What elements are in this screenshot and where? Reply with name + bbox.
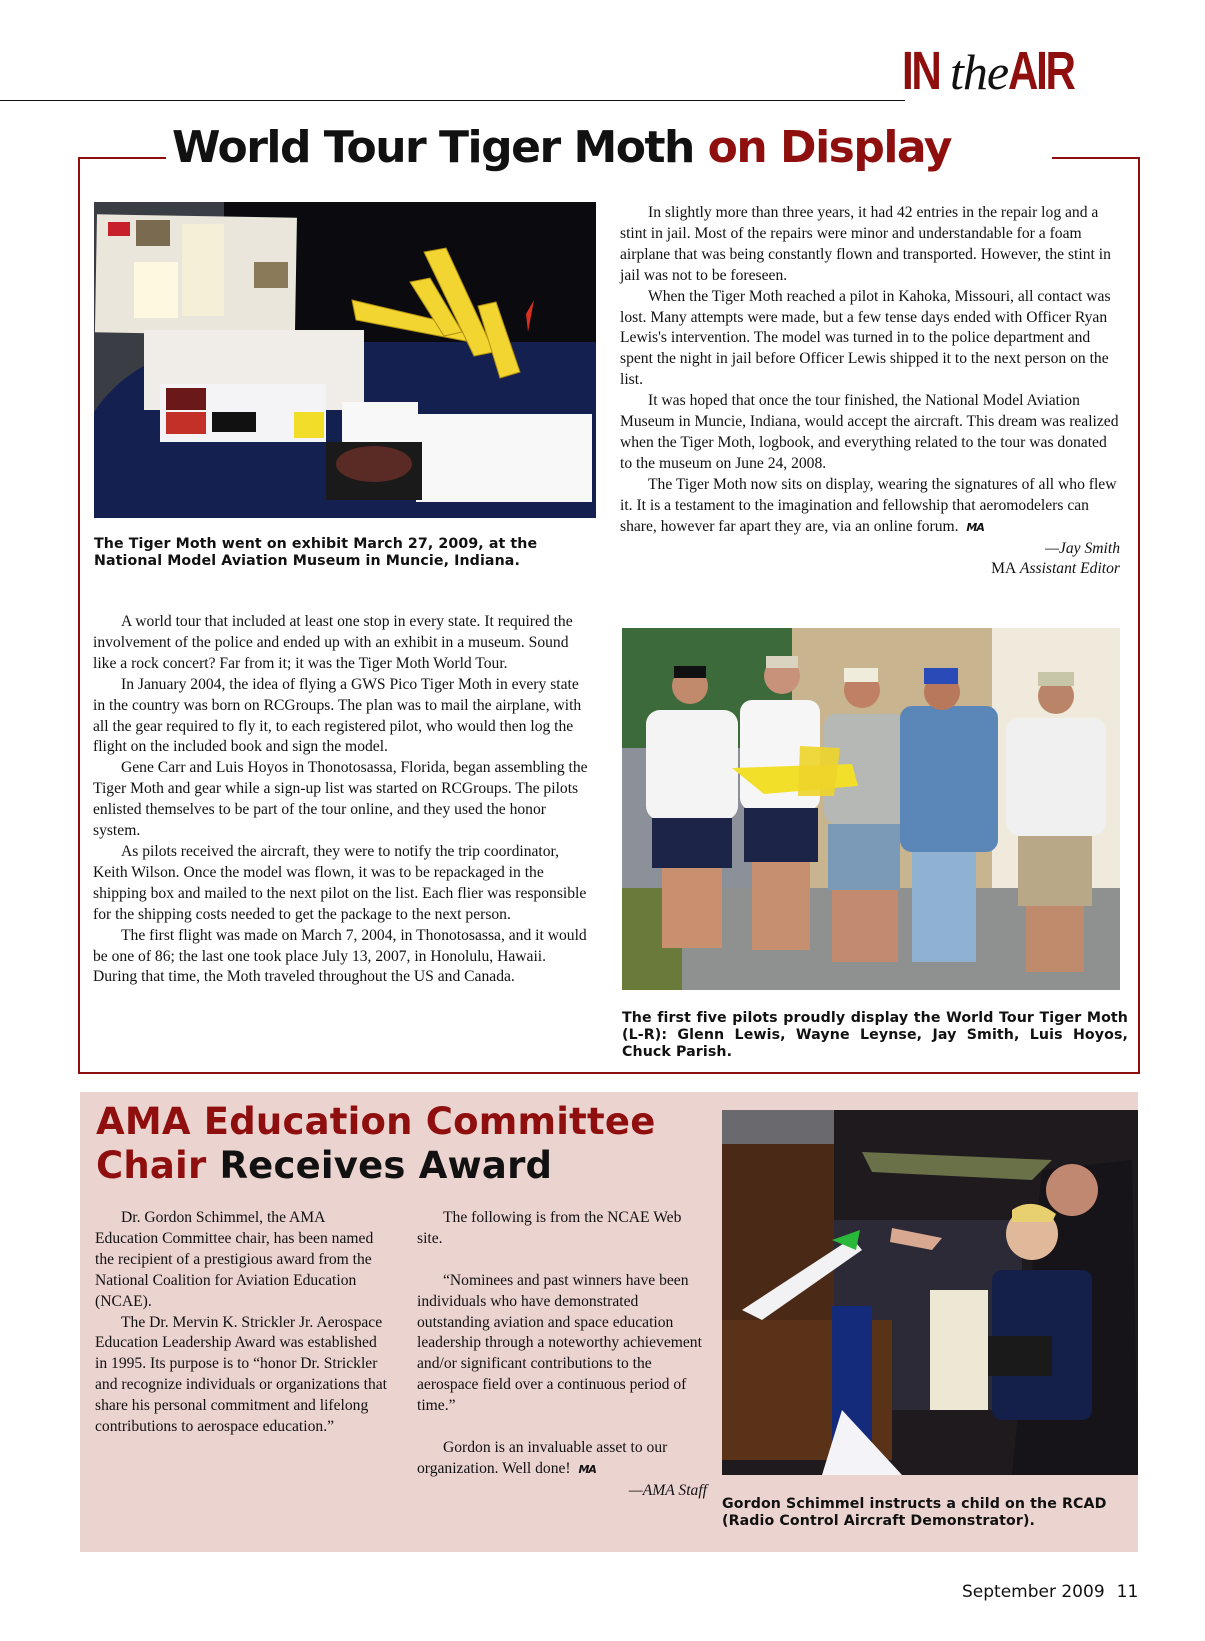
- award-byline: —AMA Staff: [628, 1481, 707, 1499]
- paragraph: In January 2004, the idea of flying a GWS Pico Tiger Moth in every state in the country was born on RCGroups. The plan was to mail the airplane, with all the gear required to fly it, to each registered pilot, who would then log the flight on the included book and sign the model.: [93, 675, 582, 756]
- photo-tiger-moth-exhibit-icon: [94, 202, 596, 518]
- paragraph: The first flight was made on March 7, 2004, in Thonotosassa, and it would be one of 86; the last one took place July 13, 2007, in Honolulu, Hawaii. During that time, the Moth traveled throughout the US and Canada.: [93, 926, 587, 986]
- byline-role: Assistant Editor: [1016, 560, 1120, 578]
- page-number: 11: [1116, 1582, 1139, 1602]
- award-headline-line1: AMA Education Committee: [96, 1100, 656, 1143]
- paragraph: The Dr. Mervin K. Strickler Jr. Aerospace Education Leadership Award was established in 1995. Its purpose is to “honor Dr. Strickler and recognize individuals or organizations that share his personal commitment and lifelong contributions to aerospace education.”: [95, 1313, 388, 1436]
- photo-pilots-caption: The first five pilots proudly display the World Tour Tiger Moth (L-R): Glenn Lewis, Wayne Leynse, Jay Smith, Luis Hoyos, Chuck Parish.: [622, 1010, 1128, 1060]
- headline-red: on Display: [707, 122, 951, 173]
- issue-date: September 2009: [962, 1582, 1105, 1602]
- photo-rcad: [722, 1110, 1138, 1475]
- paragraph: Gene Carr and Luis Hoyos in Thonotosassa, Florida, began assembling the Tiger Moth and gear while a sign-up list was started on RCGroups. The pilots enlisted themselves to be part of the tour online, and they used the honor system.: [93, 759, 588, 840]
- paragraph-text: Gordon is an invaluable asset to our organization. Well done!: [417, 1438, 668, 1477]
- article1-right-column: [620, 203, 1120, 580]
- award-headline: [96, 1100, 656, 1188]
- section-logo-in: IN: [902, 41, 940, 101]
- award-column-b: [417, 1208, 707, 1502]
- paragraph-text: The Tiger Moth now sits on display, wearing the signatures of all who flew it. It is a testament to the imagination and fellowship that aeromodelers can share, however far apart they are, via an online forum.: [620, 475, 1117, 535]
- award-column-a: [95, 1208, 391, 1438]
- section-logo-air: AIR: [1008, 41, 1074, 101]
- article-headline: [172, 124, 951, 172]
- paragraph: [417, 1438, 707, 1481]
- frame-rule-left: [78, 157, 166, 159]
- article1-left-column: [93, 612, 593, 988]
- paragraph: Dr. Gordon Schimmel, the AMA Education Committee chair, has been named the recipient of a prestigious award from the National Coalition for Aviation Education (NCAE).: [95, 1209, 374, 1310]
- photo-five-pilots-icon: [622, 628, 1120, 990]
- paragraph: As pilots received the aircraft, they were to notify the trip coordinator, Keith Wilson. Once the model was flown, it was to be repackaged in the shipping box and mailed to the next pilot on the list. Each flier was responsible for the shipping costs needed to get the package to the next person.: [93, 842, 587, 923]
- section-logo-the: the: [950, 44, 1009, 100]
- spacer: [417, 1417, 707, 1438]
- byline-title: [620, 559, 1120, 580]
- photo-exhibit-caption: The Tiger Moth went on exhibit March 27, 2009, at the National Model Aviation Museum in Muncie, Indiana.: [94, 536, 538, 569]
- header-rule: [0, 100, 905, 101]
- photo-rcad-demonstrator-icon: [722, 1110, 1138, 1475]
- award-headline-line2: [96, 1144, 656, 1188]
- frame-rule-right: [1052, 157, 1138, 159]
- paragraph: [620, 475, 1120, 539]
- headline-black: World Tour Tiger Moth: [172, 122, 708, 173]
- paragraph: In slightly more than three years, it had 42 entries in the repair log and a stint in jail. Most of the repairs were minor and understandable for a foam airplane that was being constantly flown and transported. However, the stint in jail was not to be foreseen.: [620, 204, 1111, 284]
- paragraph: When the Tiger Moth reached a pilot in Kahoka, Missouri, all contact was lost. Many attempts were made, but a few tense days ended with Officer Ryan Lewis's intervention. The model was turned in to the police department and spent the night in jail before Officer Lewis shipped it to the next person on the list.: [620, 287, 1111, 389]
- byline-pub: MA: [991, 560, 1017, 578]
- section-logo: [902, 41, 1092, 101]
- paragraph: It was hoped that once the tour finished, the National Model Aviation Museum in Muncie, Indiana, would accept the aircraft. This dream was realized when the Tiger Moth, logbook, and everything related to the tour was donated to the museum on June 24, 2008.: [620, 392, 1119, 472]
- photo-rcad-caption: Gordon Schimmel instructs a child on the RCAD (Radio Control Aircraft Demonstrator).: [722, 1496, 1107, 1529]
- paragraph: A world tour that included at least one stop in every state. It required the involvement of the police and ended up with an exhibit in a museum. Sound like a rock concert? Far from it; it was the Tiger Moth World Tour.: [93, 613, 573, 672]
- end-mark-icon: MA: [578, 1462, 596, 1476]
- award-headline-red: Chair: [96, 1144, 207, 1187]
- photo-pilots: [622, 628, 1120, 990]
- photo-exhibit: [94, 202, 596, 518]
- end-mark-icon: MA: [966, 520, 984, 534]
- byline-name: —Jay Smith: [1045, 539, 1120, 557]
- award-headline-black: Receives Award: [206, 1144, 553, 1187]
- page-footer: [962, 1582, 1138, 1602]
- spacer: [417, 1250, 707, 1271]
- paragraph: The following is from the NCAE Web site.: [417, 1209, 682, 1247]
- paragraph: “Nominees and past winners have been individuals who have demonstrated outstanding aviation and space education leadership through a noteworthy achievement and/or significant contributions to the aerospace field over a continuous period of time.”: [417, 1271, 702, 1415]
